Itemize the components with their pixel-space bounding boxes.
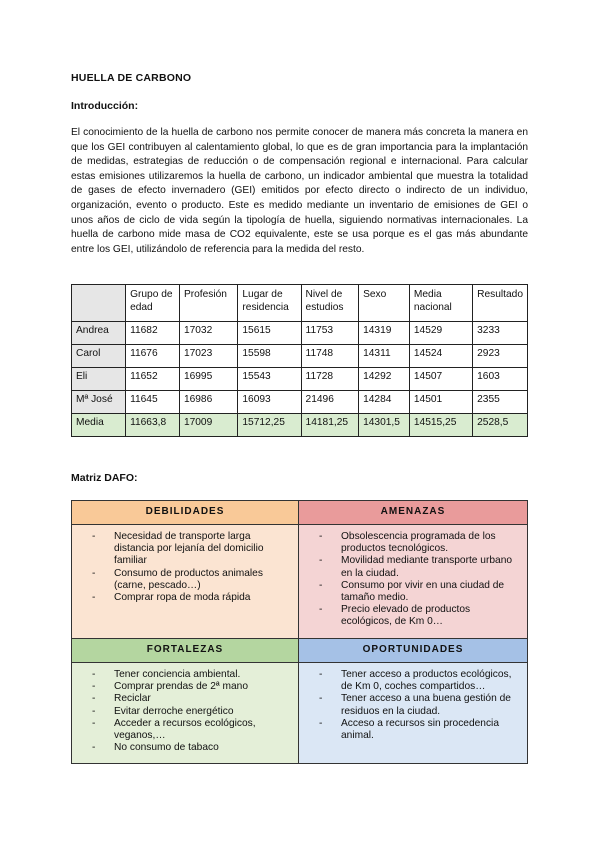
table-cell: 15712,25 (238, 414, 301, 437)
list-item: - Tener acceso a productos ecológicos, de Km 0, coches compartidos… (319, 669, 517, 693)
table-cell: 14284 (359, 391, 410, 414)
table-cell: 2355 (473, 391, 528, 414)
dafo-matrix (71, 500, 528, 764)
table-cell: 14181,25 (301, 414, 359, 437)
list-item: - Comprar ropa de moda rápida (92, 592, 288, 604)
dafo-heading: Matriz DAFO: (71, 472, 138, 484)
list-item: - Tener acceso a una buena gestión de residuos en la ciudad. (319, 693, 517, 717)
list-item: - Tener conciencia ambiental. (92, 669, 288, 681)
table-cell: 15615 (238, 322, 301, 345)
table-row-average (72, 414, 528, 437)
intro-heading: Introducción: (71, 100, 139, 112)
row-label: Andrea (72, 322, 126, 345)
table-cell: 11652 (126, 368, 180, 391)
table-cell: 21496 (301, 391, 359, 414)
list-item: - Precio elevado de productos ecológicos, de Km 0… (319, 604, 517, 628)
table-cell: 17009 (179, 414, 237, 437)
dafo-amenazas (299, 501, 527, 639)
table-cell: 14292 (359, 368, 410, 391)
column-header: Media nacional (409, 285, 472, 322)
table-header-row (72, 285, 528, 322)
row-label: Mª José (72, 391, 126, 414)
dafo-oportunidades-title: OPORTUNIDADES (299, 639, 527, 663)
table-cell: 14529 (409, 322, 472, 345)
column-header: Profesión (179, 285, 237, 322)
table-cell: 14515,25 (409, 414, 472, 437)
table-cell: 11748 (301, 345, 359, 368)
table-cell: 11753 (301, 322, 359, 345)
table-cell: 11645 (126, 391, 180, 414)
column-header: Resultado (473, 285, 528, 322)
table-cell: 17032 (179, 322, 237, 345)
table-cell: 11682 (126, 322, 180, 345)
dafo-oportunidades-list (299, 663, 527, 742)
row-label: Eli (72, 368, 126, 391)
table-row (72, 368, 528, 391)
dafo-oportunidades (299, 639, 527, 763)
table-cell: 11663,8 (126, 414, 180, 437)
table-cell: 14501 (409, 391, 472, 414)
dafo-fortalezas (72, 639, 299, 763)
table-corner-cell (72, 285, 126, 322)
column-header: Grupo de edad (126, 285, 180, 322)
table-row (72, 345, 528, 368)
list-item: - Evitar derroche energético (92, 706, 288, 718)
document-title: HUELLA DE CARBONO (71, 72, 192, 84)
dafo-debilidades (72, 501, 299, 639)
intro-paragraph: El conocimiento de la huella de carbono nos permite conocer de manera más concreta la manera en que los GEI contribuyen al calentamiento global, lo que es de gran importancia para la implantación de medidas, estrategias de reducción o de compensación regional e internacional. Para calcular estas emisiones utilizaremos la huella de carbono, un indicador ambiental que muestra la totalidad de gases de efecto invernadero (GEI) emitidos por efecto directo o indirecto de un individuo, organización, evento o producto. Este es medido mediante un inventario de emisiones de GEI o unos años de ciclo de vida según la tipología de huella, siguiendo normativas internacionales. La huella de carbono mide masa de CO2 equivalente, este se usa porque es el gas más abundante entre los GEI, utilizándolo de referencia para la medida del resto. (71, 127, 528, 255)
table-cell: 15598 (238, 345, 301, 368)
list-item: - Obsolescencia programada de los productos tecnológicos. (319, 531, 517, 555)
dafo-fortalezas-title: FORTALEZAS (72, 639, 298, 663)
column-header: Sexo (359, 285, 410, 322)
list-item: - Consumo de productos animales (carne, pescado…) (92, 568, 288, 592)
list-item: - Consumo por vivir en una ciudad de tamaño medio. (319, 580, 517, 604)
column-header: Lugar de residencia (238, 285, 301, 322)
list-item: - Movilidad mediante transporte urbano en la ciudad. (319, 555, 517, 579)
table-cell: 2528,5 (473, 414, 528, 437)
table-cell: 2923 (473, 345, 528, 368)
list-item: - Acceder a recursos ecológicos, veganos,… (92, 718, 288, 742)
list-item: - Necesidad de transporte larga distancia por lejanía del domicilio familiar (92, 531, 288, 568)
table-cell: 1603 (473, 368, 528, 391)
table-cell: 11728 (301, 368, 359, 391)
list-item: - No consumo de tabaco (92, 742, 288, 754)
table-cell: 14301,5 (359, 414, 410, 437)
table-cell: 14507 (409, 368, 472, 391)
footprint-table (71, 284, 528, 437)
table-cell: 15543 (238, 368, 301, 391)
dafo-fortalezas-list (72, 663, 298, 754)
table-cell: 14319 (359, 322, 410, 345)
list-item: - Comprar prendas de 2ª mano (92, 681, 288, 693)
list-item: - Reciclar (92, 693, 288, 705)
table-row (72, 322, 528, 345)
table-cell: 14311 (359, 345, 410, 368)
table-cell: 14524 (409, 345, 472, 368)
row-label: Media (72, 414, 126, 437)
table-cell: 16986 (179, 391, 237, 414)
dafo-amenazas-list (299, 525, 527, 629)
dafo-amenazas-title: AMENAZAS (299, 501, 527, 525)
dafo-debilidades-title: DEBILIDADES (72, 501, 298, 525)
table-cell: 11676 (126, 345, 180, 368)
table-cell: 3233 (473, 322, 528, 345)
table-cell: 17023 (179, 345, 237, 368)
dafo-debilidades-list (72, 525, 298, 604)
table-cell: 16093 (238, 391, 301, 414)
row-label: Carol (72, 345, 126, 368)
table-row (72, 391, 528, 414)
table-cell: 16995 (179, 368, 237, 391)
list-item: - Acceso a recursos sin procedencia animal. (319, 718, 517, 742)
column-header: Nivel de estudios (301, 285, 359, 322)
